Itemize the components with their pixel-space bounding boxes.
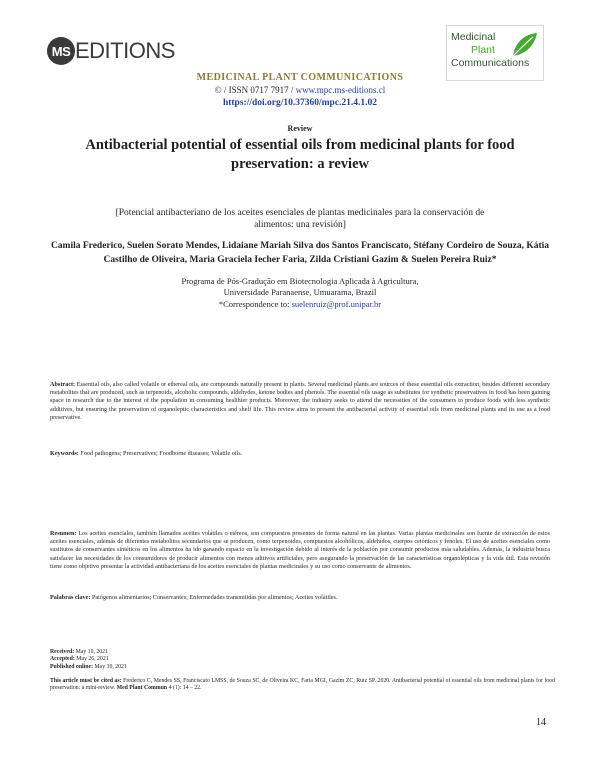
citation-volume: 4 (1): 14 – 22. [167, 685, 202, 692]
issn-line [0, 85, 600, 95]
mpc-logo-line2: Plant [471, 44, 495, 56]
affiliation [110, 276, 490, 298]
published-label: Published online: [50, 663, 94, 670]
citation-label: This article must be cited as: [50, 678, 122, 684]
citation-journal: Med Plant Commun [116, 685, 168, 692]
citation [50, 678, 555, 693]
page-number: 14 [536, 717, 546, 728]
spanish-title: [Potencial antibacteriano de los aceites esenciales de plantas medicinales para la conservación de alimentos: una revisión] [115, 208, 485, 230]
journal-name: MEDICINAL PLANT COMMUNICATIONS [196, 72, 404, 83]
journal-website-link[interactable]: www.mpc.ms-editions.cl [295, 85, 386, 95]
ms-logo-circle: MS [47, 37, 75, 65]
palabras-label: Palabras clave: [50, 594, 91, 601]
correspondence-label: *Correspondence to: [218, 299, 292, 309]
keywords-text: Food pathogens; Preservatives; Foodborne diseases; Volatile oils. [78, 450, 243, 457]
correspondence-email-link[interactable]: suelenruiz@prof.unipar.br [291, 299, 382, 309]
resumen-label: Resumen: [50, 530, 77, 537]
resumen-paragraph [50, 530, 550, 571]
resumen-text: Los aceites esenciales, también llamados aceites volátiles o etéreos, son compuestos presentes de forma natural en las plantas. Varias plantas medicinales son fuente de extracción de estos aceites esenciales, además de diferentes metabolitos secundarios que se producen, como terpenoides, compuestos alcohólicos, aldehídos, cuerpos cetónicos y fenoles. El uso de aceites esenciales como sustitutos de conservantes sintéticos en los alimentos ha ido ganando espacio en la investigación debido al interés de la población por consumir productos más saludables. Además, la industria busca satisfacer las necesidades de los consumidores de producir alimentos con menos aditivos artificiales, pero asegurando la preservación de las características organolépticas y la vida útil. Esta revisión tiene como objetivo presentar la actividad antibacteriana de los aceites esenciales de plantas medicinales y su uso como conservante de alimentos. [50, 530, 550, 570]
palabras-clave-paragraph [50, 594, 550, 602]
published-date [50, 664, 550, 671]
abstract-paragraph [50, 381, 550, 422]
publication-dates [50, 649, 550, 671]
palabras-text: Patógenos alimentarios; Conservantes; Enfermedades transmitidas por alimentos; Aceites volátiles. [90, 594, 338, 601]
keywords-paragraph [50, 450, 550, 458]
mpc-logo-line1: Medicinal [451, 31, 496, 43]
article-type: Review [287, 124, 313, 133]
mpc-logo-line3: Communications [451, 57, 530, 69]
accepted-date [50, 656, 550, 663]
issn-text: © / ISSN 0717 7917 / [214, 85, 296, 95]
author-list: Camila Frederico, Suelen Sorato Mendes, Lidaiane Mariah Silva dos Santos Franciscato, Stéfany Cordeiro de Souza, Kátia Castilho de Oliveira, Maria Graciela Iecher Faria, Zilda Cristiani Gazim & Suelen Pereira Ruiz* [50, 241, 550, 265]
accepted-value: May 26, 2021 [74, 656, 109, 663]
abstract-text: Essential oils, also called volatile or ethereal oils, are compounds naturally present in plants. Several medicinal plants are sources of these essential oils extraction, besides different secondary metabolites that are produced, such as terpenoids, alcoholic compounds, aldehydes, ketone bodies and phenols. The essential oils usage as substitutes for synthetic preservatives in food has been gaining space in research due to the interest of the population in consuming healthier products. Moreover, the industry seeks to attend the necessities of the consumers to produce foods with less synthetic additives, but ensuring the preservation of organoleptic characteristics and shelf life. This review aims to present the antibacterial activity of essential oils from medicinal plants and its use as a food preservative. [50, 381, 550, 421]
accepted-label: Accepted: [50, 656, 75, 663]
article-title: Antibacterial potential of essential oils from medicinal plants for food preservation: a review [85, 137, 515, 172]
affiliation-line2: Universidade Paranaense, Umuarama, Brazil [223, 287, 377, 297]
ms-logo-word: EDITIONS [75, 38, 175, 63]
ms-editions-logo [47, 36, 175, 66]
received-date [50, 649, 550, 656]
doi-link[interactable]: https://doi.org/10.37360/mpc.21.4.1.02 [222, 98, 378, 108]
received-value: May 10, 2021 [74, 649, 108, 655]
abstract-label: Abstract: [50, 381, 76, 388]
keywords-label: Keywords: [50, 450, 79, 457]
affiliation-line1: Programa de Pós-Gradução em Biotecnologia Aplicada à Agricultura, [181, 276, 419, 286]
received-label: Received: [50, 649, 75, 655]
correspondence [110, 299, 490, 309]
published-value: May 30, 2021 [93, 663, 127, 670]
citation-text: Frederico C, Mendes SS, Franciscato LMSS, de Souza SC, de Oliveira KC, Faria MGI, Gazim ZC, Ruiz SP. 2020. Antibacterial potential of essential oils from medicinal plants for food preservation: a mini-review. [50, 678, 555, 692]
leaf-icon [509, 30, 539, 60]
